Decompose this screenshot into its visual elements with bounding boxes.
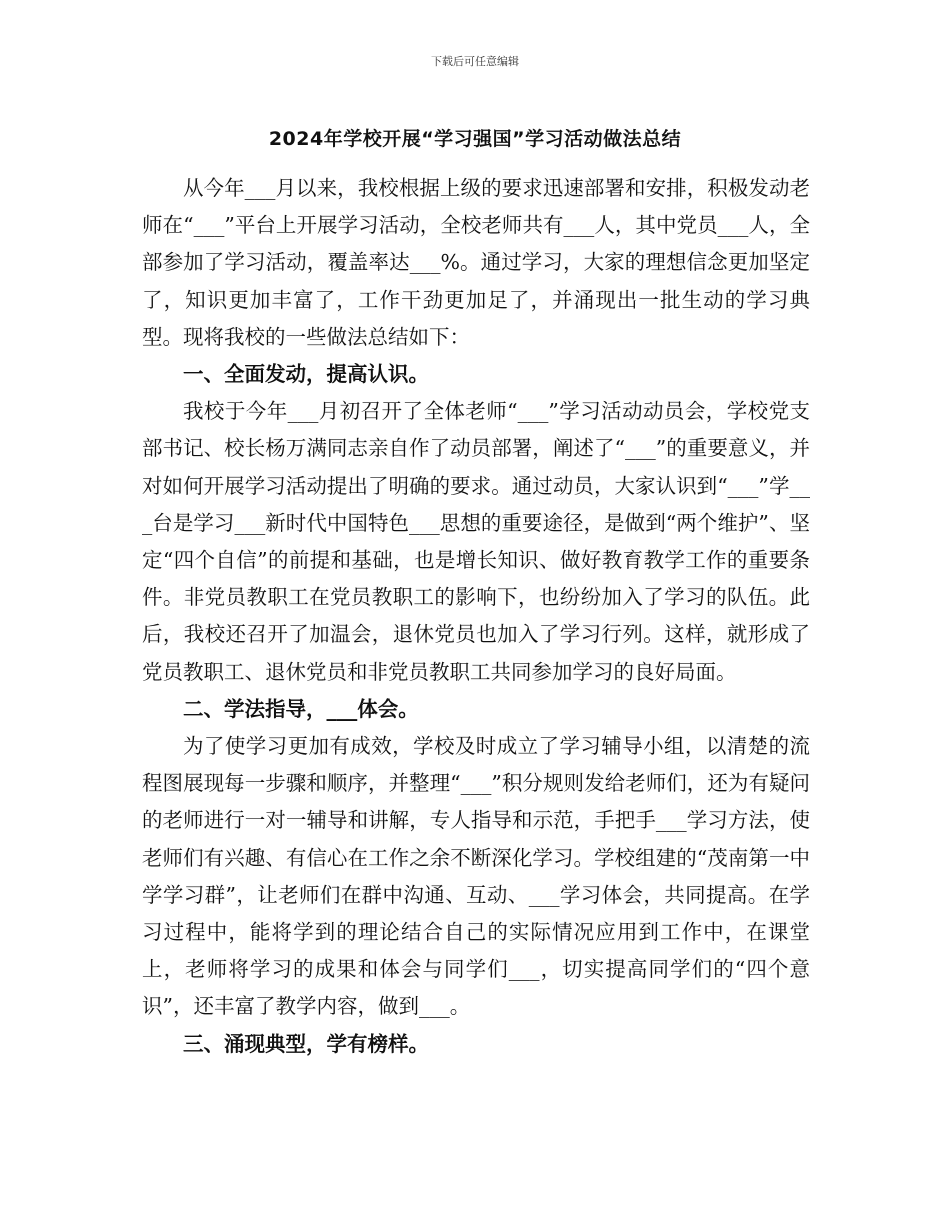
document-title: 2024年学校开展“学习强国”学习活动做法总结 [268, 128, 682, 150]
document-body [142, 170, 810, 1063]
section-2-paragraph: 为了使学习更加有成效，学校及时成立了学习辅导小组，以清楚的流程图展现每一步骤和顺序，并整理“___”积分规则发给老师们，还为有疑问的老师进行一对一辅导和讲解，专人指导和示范，手把手___学习方法，使老师们有兴趣、有信心在工作之余不断深化学习。学校组建的“茂南第一中学学习群”，让老师们在群中沟通、互动、___学习体会，共同提高。在学习过程中，能将学到的理论结合自己的实际情况应用到工作中，在课堂上，老师将学习的成果和体会与同学们___，切实提高同学们的“四个意识”，还丰富了教学内容，做到___。 [142, 734, 810, 1019]
section-1-heading: 一、全面发动，提高认识。 [183, 362, 429, 387]
intro-paragraph: 从今年___月以来，我校根据上级的要求迅速部署和安排，积极发动老师在“___”平台上开展学习活动，全校老师共有___人，其中党员___人，全部参加了学习活动，覆盖率达___%。通过学习，大家的理想信念更加坚定了，知识更加丰富了，工作干劲更加足了，并涌现出一批生动的学习典型。现将我校的一些做法总结如下： [142, 176, 810, 349]
page-header-note: 下载后可任意编辑 [431, 55, 519, 68]
section-1-paragraph: 我校于今年___月初召开了全体老师“___”学习活动动员会，学校党支部书记、校长杨万满同志亲自作了动员部署，阐述了“___”的重要意义，并对如何开展学习活动提出了明确的要求。通过动员，大家认识到“___”学___台是学习___新时代中国特色___思想的重要途径，是做到“两个维护”、坚定“四个自信”的前提和基础，也是增长知识、做好教育教学工作的重要条件。非党员教职工在党员教职工的影响下，也纷纷加入了学习的队伍。此后，我校还召开了加温会，退休党员也加入了学习行列。这样，就形成了党员教职工、退休党员和非党员教职工共同参加学习的良好局面。 [142, 399, 810, 684]
section-3-heading: 三、涌现典型，学有榜样。 [183, 1031, 429, 1056]
section-2-heading: 二、学法指导，___体会。 [183, 696, 419, 721]
